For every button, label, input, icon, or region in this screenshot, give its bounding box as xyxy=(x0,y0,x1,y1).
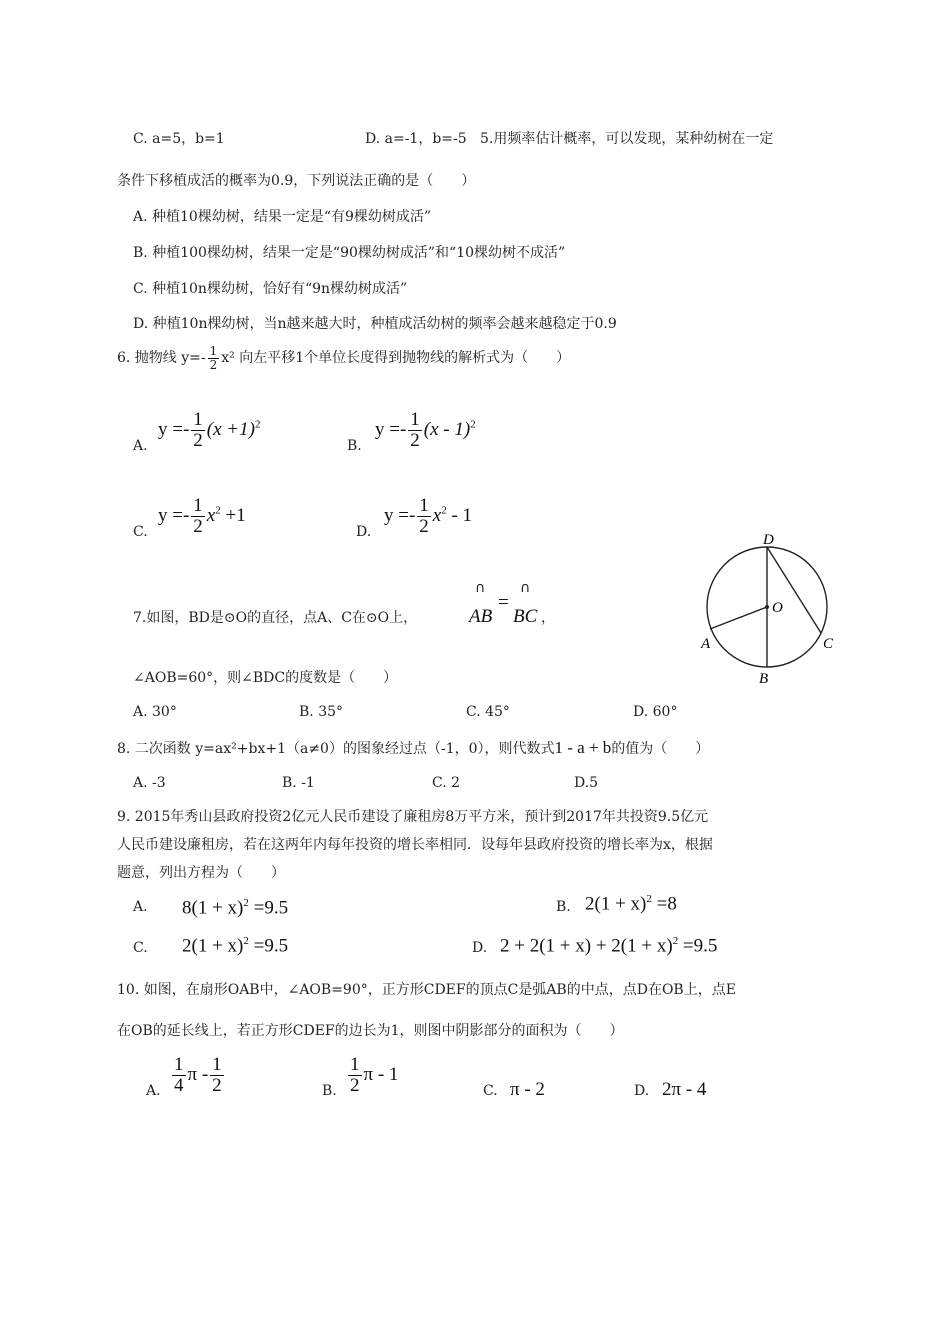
q9-option-d-formula: $2 + 2(1 + x) + 2(1 + x)^2 =9.5$ xyxy=(500,935,718,957)
q7-arc-ab: AB xyxy=(469,606,493,627)
q10-option-c-label: C. xyxy=(483,1083,498,1099)
q8-option-a: A. -3 xyxy=(133,775,166,791)
q10-option-a-label: A. xyxy=(146,1083,161,1099)
q6-option-c-label: C. xyxy=(133,524,148,540)
q8-stem xyxy=(117,738,709,758)
q8-option-c: C. 2 xyxy=(432,775,461,791)
q5-option-d: D. 种植10n棵幼树，当n越来越大时，种植成活幼树的频率会越来越稳定于0.9 xyxy=(133,316,617,332)
q10-option-d-formula: 2π - 4 xyxy=(662,1079,707,1100)
q6-stem-fraction: $\frac{1}{2}$ xyxy=(209,344,218,372)
q9-option-b-formula: $2(1 + x)^2 =8$ xyxy=(585,893,677,915)
q6-option-d-formula: y =- $\frac{1}{2}$ $x^2 - 1$ xyxy=(384,495,473,537)
label-b: B xyxy=(759,671,769,687)
q7-option-b: B. 35° xyxy=(299,704,344,720)
radius-oa xyxy=(710,607,767,629)
label-a: A xyxy=(701,636,711,652)
q5-stem-line2: 条件下移植成活的概率为0.9，下列说法正确的是（ ） xyxy=(117,173,476,189)
q8-stem-post: 的值为（ ） xyxy=(611,741,710,757)
q6-option-a-formula: y =- $\frac{1}{2}$ $(x +1)^2$ xyxy=(158,409,261,451)
q10-option-b-formula: $\frac{1}{2}$ π - 1 xyxy=(350,1054,399,1096)
q7-option-d: D. 60° xyxy=(633,704,678,720)
q9-option-d-label: D. xyxy=(472,940,488,956)
q6-option-a-label: A. xyxy=(133,438,148,454)
q8-expression: 1 - a + b xyxy=(554,738,612,757)
center-point xyxy=(765,605,769,609)
q8-option-b: B. -1 xyxy=(282,775,315,791)
q7-circle-figure xyxy=(696,528,846,688)
q9-option-c-formula: $2(1 + x)^2 =9.5$ xyxy=(182,935,289,957)
q8-stem-pre: 8. 二次函数 y=ax²+bx+1（a≠0）的图象经过点（-1，0），则代数式 xyxy=(117,741,555,757)
q7-comma: ， xyxy=(541,610,555,626)
q9-stem-line3: 题意，列出方程为（ ） xyxy=(117,865,285,881)
q7-option-c: C. 45° xyxy=(466,704,510,720)
q6-option-b-label: B. xyxy=(347,438,362,454)
q8-option-d: D.5 xyxy=(574,775,599,791)
q5-option-c: C. 种植10n棵幼树，恰好有“9n棵幼树成活” xyxy=(133,281,408,297)
q10-option-c-formula: π - 2 xyxy=(510,1079,545,1100)
q6-option-b-formula: y =- $\frac{1}{2}$ (x - 1)$^2$ xyxy=(375,409,476,451)
q10-option-b-label: B. xyxy=(322,1083,337,1099)
q6-stem-pre: 6. 抛物线 y=- xyxy=(117,350,206,367)
q9-option-a-formula: $8(1 + x)^2 =9.5$ xyxy=(182,897,289,919)
q6-option-c-formula: y =- $\frac{1}{2}$ $x^2 +1$ xyxy=(158,495,246,537)
q7-arc-ab-symbol: ∩ xyxy=(475,580,486,596)
q7-stem-line2: ∠AOB=60°，则∠BDC的度数是（ ） xyxy=(133,670,398,686)
q10-stem-line1: 10. 如图，在扇形OAB中，∠AOB=90°，正方形CDEF的顶点C是弧AB的中点，点D在OB上，点E xyxy=(117,982,736,998)
q7-arc-bc: BC xyxy=(513,606,538,627)
q6-option-d-label: D. xyxy=(356,524,372,540)
q10-option-d-label: D. xyxy=(634,1083,650,1099)
q5-option-a: A. 种植10棵幼树，结果一定是“有9棵幼树成活” xyxy=(133,209,432,225)
q7-equals: = xyxy=(498,592,509,613)
q9-option-c-label: C. xyxy=(133,940,148,956)
q5-option-b: B. 种植100棵幼树，结果一定是“90棵幼树成活”和“10棵幼树不成活” xyxy=(133,245,566,261)
chord-dc xyxy=(767,547,821,633)
label-c: C xyxy=(823,636,834,652)
q7-arc-bc-symbol: ∩ xyxy=(520,580,531,596)
q6-stem xyxy=(117,345,570,371)
q6-stem-post: x² 向左平移1个单位长度得到抛物线的解析式为（ ） xyxy=(221,350,571,367)
q9-option-b-label: B. xyxy=(556,899,571,915)
q5-stem-line1: 5.用频率估计概率，可以发现，某种幼树在一定 xyxy=(480,131,774,147)
q7-stem-line1: 7.如图，BD是⊙O的直径，点A、C在⊙O上， xyxy=(133,610,418,626)
q9-stem-line1: 9. 2015年秀山县政府投资2亿元人民币建设了廉租房8万平方米，预计到2017年共投资9.5亿元 xyxy=(117,809,709,825)
q5-option-c-prev: C. a=5，b=1 xyxy=(133,131,225,147)
q9-option-a-label: A. xyxy=(133,899,148,915)
q9-stem-line2: 人民币建设廉租房，若在这两年内每年投资的增长率相同．设每年县政府投资的增长率为x，根据 xyxy=(117,837,713,853)
q10-option-a-formula: $\frac{1}{4}$ π - $\frac{1}{2}$ xyxy=(174,1054,222,1096)
label-o: O xyxy=(772,600,783,616)
q10-stem-line2: 在OB的延长线上，若正方形CDEF的边长为1，则图中阴影部分的面积为（ ） xyxy=(117,1023,624,1039)
q7-option-a: A. 30° xyxy=(133,704,177,720)
label-d: D xyxy=(763,532,774,548)
q5-option-d-prev: D. a=-1，b=-5 xyxy=(365,131,467,147)
